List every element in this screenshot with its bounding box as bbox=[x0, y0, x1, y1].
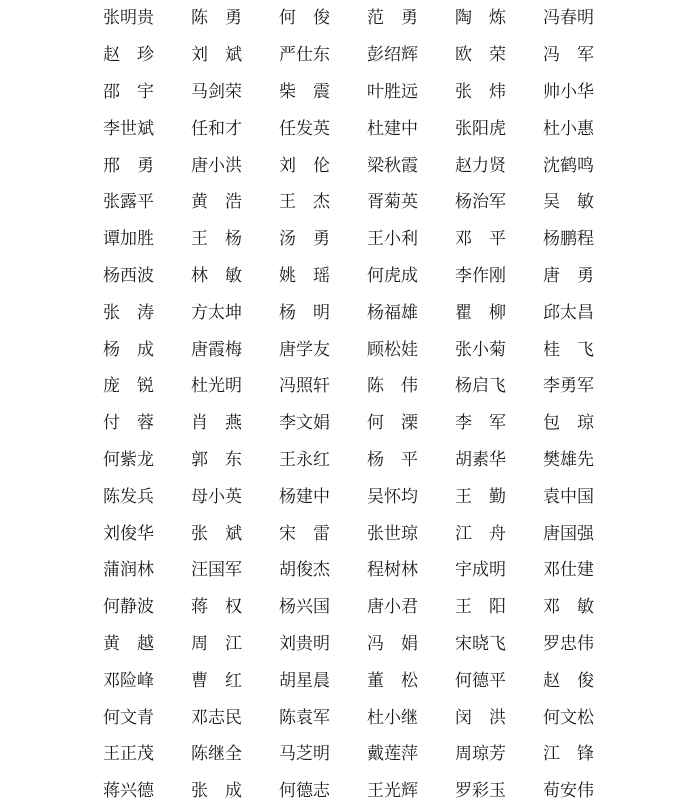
name-entry: 付 蓉 bbox=[103, 413, 154, 434]
name-entry: 邱太昌 bbox=[543, 302, 594, 323]
name-entry: 冯 娟 bbox=[367, 633, 418, 654]
name-entry: 何静波 bbox=[103, 597, 154, 618]
name-entry: 马芝明 bbox=[279, 744, 330, 765]
name-entry: 张阳虎 bbox=[455, 118, 506, 139]
name-entry: 邓志民 bbox=[191, 707, 242, 728]
name-entry: 樊雄先 bbox=[543, 449, 594, 470]
name-entry: 马剑荣 bbox=[191, 81, 242, 102]
name-entry: 陈继全 bbox=[191, 744, 242, 765]
name-entry: 胡星晨 bbox=[279, 670, 330, 691]
name-entry: 周 江 bbox=[191, 633, 242, 654]
name-entry: 王光辉 bbox=[367, 781, 418, 802]
name-entry: 母小英 bbox=[191, 486, 242, 507]
name-entry: 欧 荣 bbox=[455, 45, 506, 66]
name-entry: 杜建中 bbox=[367, 118, 418, 139]
name-entry: 何 俊 bbox=[279, 8, 330, 29]
name-entry: 杨西波 bbox=[103, 265, 154, 286]
name-entry: 包 琼 bbox=[543, 413, 594, 434]
name-entry: 黄 越 bbox=[103, 633, 154, 654]
name-entry: 宋晓飞 bbox=[455, 633, 506, 654]
name-entry: 李 军 bbox=[455, 413, 506, 434]
name-entry: 桂 飞 bbox=[543, 339, 594, 360]
name-entry: 闵 洪 bbox=[455, 707, 506, 728]
name-entry: 杨 明 bbox=[279, 302, 330, 323]
name-entry: 王 杰 bbox=[279, 192, 330, 213]
name-entry: 姚 瑶 bbox=[279, 265, 330, 286]
name-entry: 方太坤 bbox=[191, 302, 242, 323]
name-entry: 陈袁军 bbox=[279, 707, 330, 728]
name-entry: 李文娟 bbox=[279, 413, 330, 434]
name-entry: 宇成明 bbox=[455, 560, 506, 581]
name-entry: 胥菊英 bbox=[367, 192, 418, 213]
name-entry: 黄 浩 bbox=[191, 192, 242, 213]
name-entry: 刘贵明 bbox=[279, 633, 330, 654]
name-entry: 李世斌 bbox=[103, 118, 154, 139]
name-entry: 赵 珍 bbox=[103, 45, 154, 66]
name-entry: 周琼芳 bbox=[455, 744, 506, 765]
name-entry: 张露平 bbox=[103, 192, 154, 213]
name-entry: 邓险峰 bbox=[103, 670, 154, 691]
name-entry: 袁中国 bbox=[543, 486, 594, 507]
name-entry: 柴 震 bbox=[279, 81, 330, 102]
name-entry: 何德志 bbox=[279, 781, 330, 802]
name-list bbox=[103, 0, 603, 810]
name-entry: 吴怀均 bbox=[367, 486, 418, 507]
name-entry: 杨福雄 bbox=[367, 302, 418, 323]
name-entry: 谭加胜 bbox=[103, 229, 154, 250]
name-entry: 蒋 权 bbox=[191, 597, 242, 618]
name-entry: 张明贵 bbox=[103, 8, 154, 29]
name-entry: 郭 东 bbox=[191, 449, 242, 470]
name-entry: 陈 勇 bbox=[191, 8, 242, 29]
name-entry: 杨兴国 bbox=[279, 597, 330, 618]
name-entry: 李勇军 bbox=[543, 376, 594, 397]
name-entry: 荀安伟 bbox=[543, 781, 594, 802]
name-entry: 程树林 bbox=[367, 560, 418, 581]
name-entry: 范 勇 bbox=[367, 8, 418, 29]
name-entry: 王小利 bbox=[367, 229, 418, 250]
name-entry: 瞿 柳 bbox=[455, 302, 506, 323]
name-entry: 罗彩玉 bbox=[455, 781, 506, 802]
name-entry: 何文松 bbox=[543, 707, 594, 728]
name-entry: 沈鹤鸣 bbox=[543, 155, 594, 176]
name-entry: 赵 俊 bbox=[543, 670, 594, 691]
name-entry: 林 敏 bbox=[191, 265, 242, 286]
name-entry: 严仕东 bbox=[279, 45, 330, 66]
name-entry: 杜光明 bbox=[191, 376, 242, 397]
name-entry: 张 炜 bbox=[455, 81, 506, 102]
name-entry: 罗忠伟 bbox=[543, 633, 594, 654]
name-entry: 江 锋 bbox=[543, 744, 594, 765]
name-entry: 陶 炼 bbox=[455, 8, 506, 29]
name-entry: 董 松 bbox=[367, 670, 418, 691]
name-entry: 何文青 bbox=[103, 707, 154, 728]
name-entry: 宋 雷 bbox=[279, 523, 330, 544]
name-entry: 李作刚 bbox=[455, 265, 506, 286]
name-entry: 戴莲萍 bbox=[367, 744, 418, 765]
name-entry: 邓 平 bbox=[455, 229, 506, 250]
name-entry: 肖 燕 bbox=[191, 413, 242, 434]
name-entry: 王 杨 bbox=[191, 229, 242, 250]
name-entry: 蒲润林 bbox=[103, 560, 154, 581]
name-entry: 王永红 bbox=[279, 449, 330, 470]
name-entry: 杨建中 bbox=[279, 486, 330, 507]
name-entry: 冯照轩 bbox=[279, 376, 330, 397]
name-entry: 刘 伦 bbox=[279, 155, 330, 176]
name-entry: 胡俊杰 bbox=[279, 560, 330, 581]
name-entry: 杨 成 bbox=[103, 339, 154, 360]
name-entry: 邓 敏 bbox=[543, 597, 594, 618]
name-entry: 杨启飞 bbox=[455, 376, 506, 397]
name-entry: 王 阳 bbox=[455, 597, 506, 618]
name-entry: 王正茂 bbox=[103, 744, 154, 765]
name-entry: 杨 平 bbox=[367, 449, 418, 470]
name-entry: 任发英 bbox=[279, 118, 330, 139]
name-entry: 张 斌 bbox=[191, 523, 242, 544]
name-entry: 何 溧 bbox=[367, 413, 418, 434]
name-entry: 张 成 bbox=[191, 781, 242, 802]
name-entry: 胡素华 bbox=[455, 449, 506, 470]
name-entry: 刘 斌 bbox=[191, 45, 242, 66]
name-entry: 唐学友 bbox=[279, 339, 330, 360]
name-entry: 杜小惠 bbox=[543, 118, 594, 139]
name-entry: 陈发兵 bbox=[103, 486, 154, 507]
name-entry: 汤 勇 bbox=[279, 229, 330, 250]
name-entry: 王 勤 bbox=[455, 486, 506, 507]
name-entry: 蒋兴德 bbox=[103, 781, 154, 802]
name-entry: 邵 宇 bbox=[103, 81, 154, 102]
name-entry: 汪国军 bbox=[191, 560, 242, 581]
name-entry: 吴 敏 bbox=[543, 192, 594, 213]
name-entry: 任和才 bbox=[191, 118, 242, 139]
name-entry: 梁秋霞 bbox=[367, 155, 418, 176]
name-entry: 邢 勇 bbox=[103, 155, 154, 176]
name-entry: 赵力贤 bbox=[455, 155, 506, 176]
name-entry: 张 涛 bbox=[103, 302, 154, 323]
name-entry: 唐国强 bbox=[543, 523, 594, 544]
name-entry: 何德平 bbox=[455, 670, 506, 691]
name-entry: 曹 红 bbox=[191, 670, 242, 691]
name-entry: 邓仕建 bbox=[543, 560, 594, 581]
name-entry: 张小菊 bbox=[455, 339, 506, 360]
name-entry: 唐小君 bbox=[367, 597, 418, 618]
name-entry: 刘俊华 bbox=[103, 523, 154, 544]
name-entry: 唐 勇 bbox=[543, 265, 594, 286]
name-entry: 冯春明 bbox=[543, 8, 594, 29]
name-entry: 何紫龙 bbox=[103, 449, 154, 470]
name-entry: 彭绍辉 bbox=[367, 45, 418, 66]
name-entry: 江 舟 bbox=[455, 523, 506, 544]
name-entry: 帅小华 bbox=[543, 81, 594, 102]
name-entry: 杨鹏程 bbox=[543, 229, 594, 250]
name-entry: 杨治军 bbox=[455, 192, 506, 213]
name-entry: 唐霞梅 bbox=[191, 339, 242, 360]
name-entry: 顾松娃 bbox=[367, 339, 418, 360]
name-entry: 何虎成 bbox=[367, 265, 418, 286]
name-entry: 叶胜远 bbox=[367, 81, 418, 102]
name-entry: 陈 伟 bbox=[367, 376, 418, 397]
name-entry: 冯 军 bbox=[543, 45, 594, 66]
name-entry: 唐小洪 bbox=[191, 155, 242, 176]
name-entry: 张世琼 bbox=[367, 523, 418, 544]
name-entry: 杜小继 bbox=[367, 707, 418, 728]
name-entry: 庞 锐 bbox=[103, 376, 154, 397]
